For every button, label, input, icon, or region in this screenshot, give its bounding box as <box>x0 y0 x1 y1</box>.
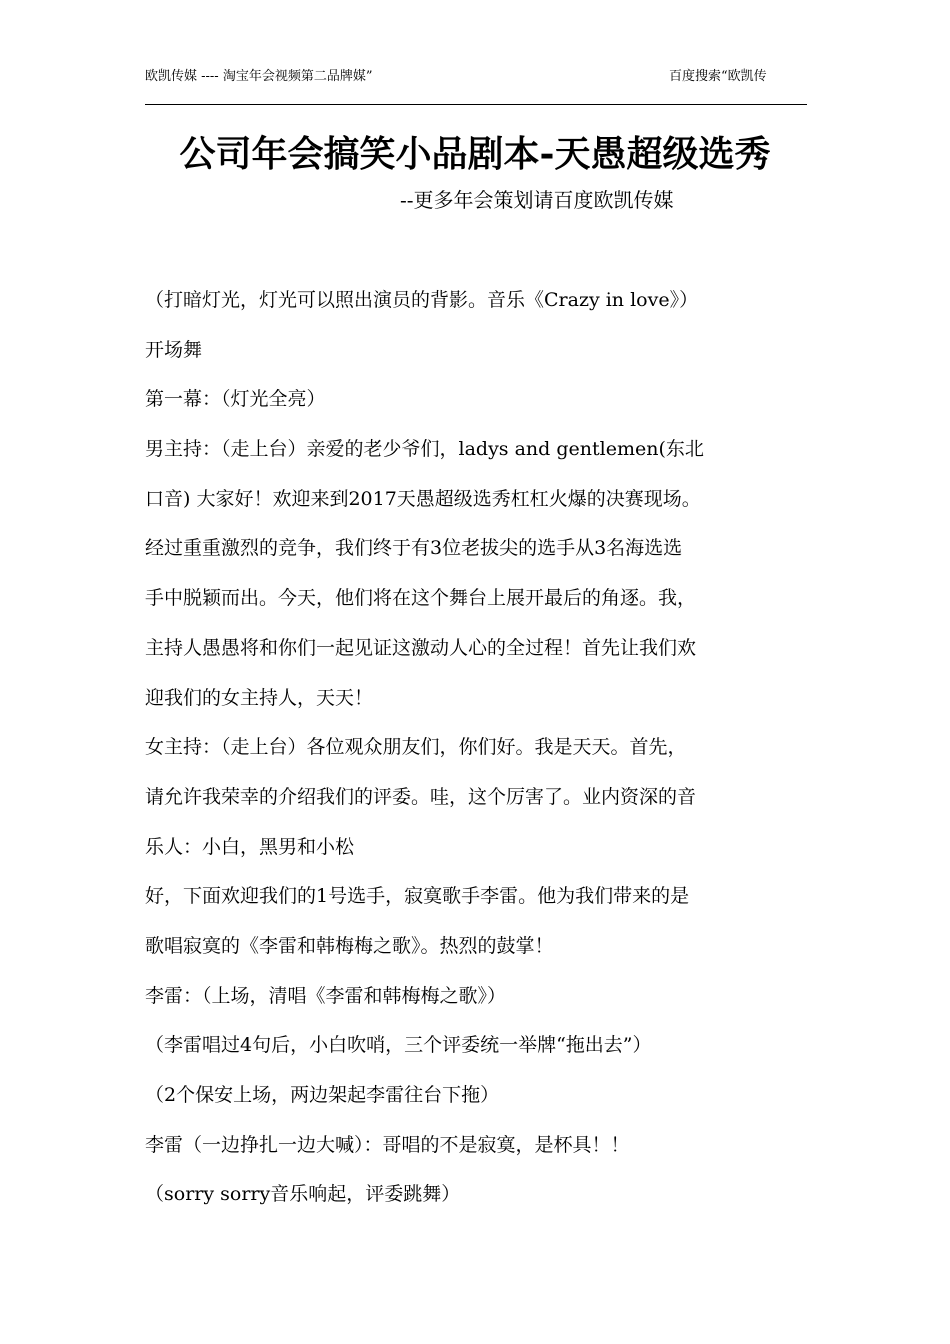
page-header <box>145 68 807 105</box>
body-line: 开场舞 <box>145 338 203 361</box>
body-line: 第一幕：（灯光全亮） <box>145 388 326 411</box>
script-body <box>145 276 793 1220</box>
body-line: （打暗灯光，灯光可以照出演员的背影。音乐《Crazy in love》） <box>145 289 699 311</box>
body-line: 口音) 大家好！欢迎来到2017天愚超级选秀杠杠火爆的决赛现场。 <box>145 487 701 510</box>
body-line: 主持人愚愚将和你们一起见证这激动人心的全过程！首先让我们欢 <box>145 636 697 659</box>
body-line: 歌唱寂寞的《李雷和韩梅梅之歌》。热烈的鼓掌！ <box>145 934 554 957</box>
body-line: 请允许我荣幸的介绍我们的评委。哇，这个厉害了。业内资深的音 <box>145 785 697 808</box>
body-line: 好，下面欢迎我们的1号选手，寂寞歌手李雷。他为我们带来的是 <box>145 885 690 908</box>
body-line: （sorry sorry音乐响起，评委跳舞） <box>145 1183 461 1206</box>
body-line: 迎我们的女主持人，天天！ <box>145 686 374 709</box>
body-line: 手中脱颖而出。今天，他们将在这个舞台上展开最后的角逐。我， <box>145 587 697 610</box>
document-title: 公司年会搞笑小品剧本-天愚超级选秀 <box>179 133 771 175</box>
body-line: 经过重重激烈的竞争，我们终于有3位老拔尖的选手从3名海选选 <box>145 537 683 560</box>
body-line: （2个保安上场，两边架起李雷往台下拖） <box>145 1084 500 1106</box>
body-line: 李雷：（上场，清唱《李雷和韩梅梅之歌》） <box>145 984 507 1007</box>
document-subtitle: --更多年会策划请百度欧凯传媒 <box>400 188 674 212</box>
header-right-text: 百度搜索“欧凯传 <box>669 69 767 84</box>
body-line: 男主持：（走上台）亲爱的老少爷们，ladys and gentlemen(东北 <box>145 438 704 461</box>
body-line: 乐人：小白，黑男和小松 <box>145 835 355 858</box>
body-line: 女主持：（走上台）各位观众朋友们，你们好。我是天天。首先， <box>145 736 687 759</box>
body-line: （李雷唱过4句后，小白吹哨，三个评委统一举牌“拖出去”） <box>145 1034 652 1057</box>
header-left-text: 欧凯传媒 ---- 淘宝年会视频第二品牌媒” <box>145 69 373 84</box>
body-line: 李雷（一边挣扎一边大喊）：哥唱的不是寂寞，是杯具！！ <box>145 1133 630 1156</box>
